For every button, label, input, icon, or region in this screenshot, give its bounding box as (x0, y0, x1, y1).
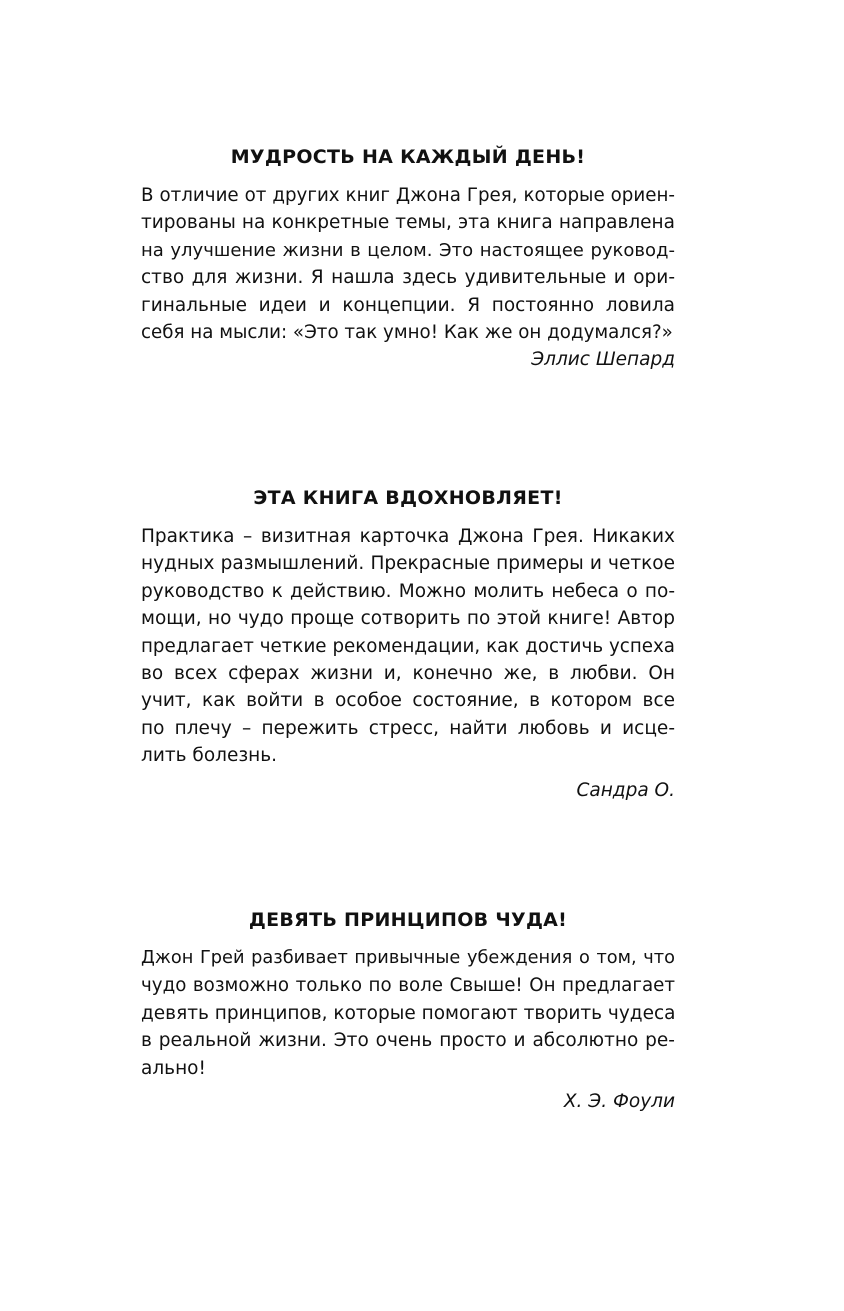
review-body (141, 523, 675, 770)
review-line: тированы на конкретные темы, эта книга направлена (141, 212, 675, 234)
review-body (141, 945, 675, 1082)
review-author: Эллис Шепард (531, 349, 675, 371)
review-line: предлагает четкие рекомендации, как достичь успеха (141, 635, 675, 657)
review-line: в реальной жизни. Это очень просто и абсолютно ре- (141, 1030, 675, 1052)
review-body (141, 182, 675, 346)
review-line: руководство к действию. Можно молить небеса о по- (141, 580, 675, 602)
review-line: ально! (141, 1057, 206, 1079)
review-line: девять принципов, которые помогают творить чудеса (141, 1002, 675, 1024)
review-line: лить болезнь. (141, 745, 278, 767)
review-line: Джон Грей разбивает привычные убеждения о том, что (141, 948, 675, 968)
review-line: на улучшение жизни в целом. Это настоящее руковод- (141, 239, 675, 261)
review-section (141, 909, 675, 1115)
review-section (141, 487, 675, 804)
review-line: ство для жизни. Я нашла здесь удивительные и ори- (141, 267, 675, 289)
review-line: Практика – визитная карточка Джона Грея. Никаких (141, 526, 675, 547)
review-author: Сандра О. (576, 779, 675, 801)
review-title: ЭТА КНИГА ВДОХНОВЛЯЕТ! (253, 487, 563, 509)
review-line: по плечу – пережить стресс, найти любовь и исце- (141, 717, 675, 739)
review-line: себя на мысли: «Это так умно! Как же он додумался?» (141, 321, 673, 343)
review-line: учит, как войти в особое состояние, в котором все (141, 690, 675, 712)
review-section (141, 146, 675, 374)
review-line: во всех сферах жизни и, конечно же, в любви. Он (141, 662, 675, 684)
review-line: чудо возможно только по воле Свыше! Он предлагает (141, 975, 675, 997)
review-title: МУДРОСТЬ НА КАЖДЫЙ ДЕНЬ! (230, 146, 586, 168)
review-line: мощи, но чудо проще сотворить по этой книге! Автор (141, 608, 675, 630)
review-author: Х. Э. Фоули (563, 1090, 675, 1112)
review-line: нудных размышлений. Прекрасные примеры и четкое (141, 553, 675, 575)
review-line: В отличие от других книг Джона Грея, которые ориен- (141, 185, 675, 206)
review-title: ДЕВЯТЬ ПРИНЦИПОВ ЧУДА! (248, 909, 568, 931)
review-line: гинальные идеи и концепции. Я постоянно ловила (141, 294, 675, 316)
